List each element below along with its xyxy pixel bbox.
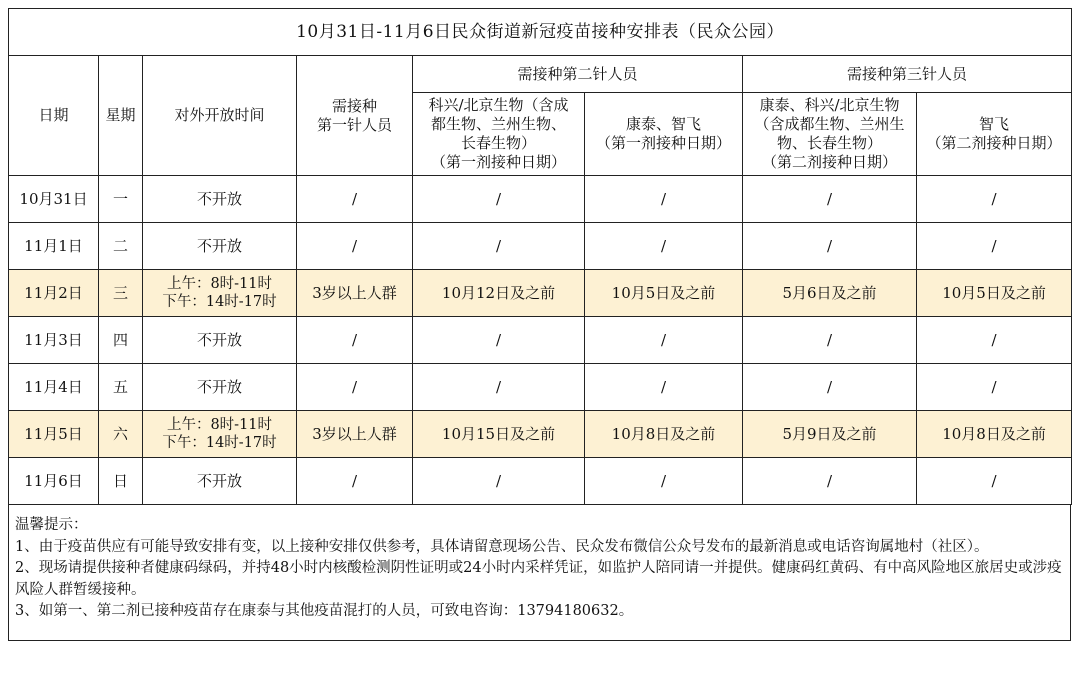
notes-heading: 温馨提示： (15, 517, 88, 533)
table-row (9, 317, 1072, 364)
hours-morning: 上午：8时-11时 (166, 276, 273, 292)
cell-third-a: / (743, 223, 917, 270)
hours-morning: 上午：8时-11时 (166, 417, 273, 433)
cell-third-a: / (743, 176, 917, 223)
header-line: （第一剂接种日期） (430, 153, 566, 171)
cell-second-b: / (585, 458, 743, 505)
cell-third-a: 5月6日及之前 (743, 270, 917, 317)
cell-date: 11月1日 (9, 223, 99, 270)
header-line: 康泰、智飞 (625, 115, 701, 133)
header-hours: 对外开放时间 (143, 56, 297, 176)
header-weekday: 星期 (99, 56, 143, 176)
cell-weekday: 日 (99, 458, 143, 505)
reminder-notes (8, 505, 1071, 641)
cell-third-b: / (917, 458, 1072, 505)
cell-second-a: / (413, 364, 585, 411)
header-first-dose-line: 需接种 (331, 96, 377, 115)
header-line: （第二剂接种日期） (761, 153, 897, 171)
cell-first: / (297, 223, 413, 270)
table-row (9, 458, 1072, 505)
cell-third-a: / (743, 317, 917, 364)
cell-second-b: 10月5日及之前 (585, 270, 743, 317)
cell-weekday: 五 (99, 364, 143, 411)
header-third-group: 需接种第三针人员 (743, 56, 1072, 93)
header-second-sinovac (413, 93, 585, 176)
cell-third-b: / (917, 364, 1072, 411)
cell-weekday: 四 (99, 317, 143, 364)
cell-third-b: / (917, 317, 1072, 364)
cell-third-b: / (917, 176, 1072, 223)
cell-hours: 不开放 (143, 364, 297, 411)
cell-first: / (297, 176, 413, 223)
cell-second-a: 10月12日及之前 (413, 270, 585, 317)
cell-third-b: 10月5日及之前 (917, 270, 1072, 317)
cell-second-a: / (413, 223, 585, 270)
cell-second-b: / (585, 223, 743, 270)
cell-third-a: / (743, 364, 917, 411)
cell-weekday: 六 (99, 411, 143, 458)
cell-hours (143, 411, 297, 458)
cell-second-b: 10月8日及之前 (585, 411, 743, 458)
cell-hours (143, 270, 297, 317)
table-row (9, 176, 1072, 223)
cell-third-a: 5月9日及之前 (743, 411, 917, 458)
cell-weekday: 一 (99, 176, 143, 223)
header-line: 智飞 (979, 115, 1010, 133)
header-line: （第二剂接种日期） (926, 134, 1062, 152)
cell-hours: 不开放 (143, 223, 297, 270)
cell-date: 11月3日 (9, 317, 99, 364)
note-item: 3、如第一、第二剂已接种疫苗存在康泰与其他疫苗混打的人员，可致电咨询：13794180632。 (15, 603, 634, 619)
cell-hours: 不开放 (143, 176, 297, 223)
header-third-zhifei (917, 93, 1072, 176)
cell-first: / (297, 364, 413, 411)
cell-first: 3岁以上人群 (297, 270, 413, 317)
table-row-open (9, 270, 1072, 317)
note-item: 2、现场请提供接种者健康码绿码，并持48小时内核酸检测阴性证明或24小时内采样凭证，如监护人陪同请一并提供。健康码红黄码、有中高风险地区旅居史或涉疫风险人群暂缓接种。 (15, 560, 1062, 598)
cell-weekday: 三 (99, 270, 143, 317)
header-second-group: 需接种第二针人员 (413, 56, 743, 93)
cell-second-a: / (413, 176, 585, 223)
table-row-open (9, 411, 1072, 458)
cell-first: 3岁以上人群 (297, 411, 413, 458)
cell-third-b: / (917, 223, 1072, 270)
header-line: （含成都生物、兰州生 (754, 115, 905, 133)
header-line: 长春生物） (460, 134, 536, 152)
header-line: 科兴/北京生物（含成 (428, 96, 569, 114)
note-item: 1、由于疫苗供应有可能导致安排有变，以上接种安排仅供参考，具体请留意现场公告、民众发布微信公众号发布的最新消息或电话咨询属地村（社区）。 (15, 538, 989, 555)
table-row (9, 223, 1072, 270)
header-third-mixed (743, 93, 917, 176)
header-first-dose (297, 56, 413, 176)
header-line: 康泰、科兴/北京生物 (759, 96, 900, 114)
cell-hours: 不开放 (143, 458, 297, 505)
cell-second-a: 10月15日及之前 (413, 411, 585, 458)
header-line: 都生物、兰州生物、 (430, 115, 566, 133)
cell-date: 11月6日 (9, 458, 99, 505)
hours-afternoon: 下午：14时-17时 (162, 435, 277, 451)
cell-first: / (297, 317, 413, 364)
cell-second-b: / (585, 364, 743, 411)
header-line: （第一剂接种日期） (595, 134, 731, 152)
cell-first: / (297, 458, 413, 505)
header-line: 物、长春生物） (776, 134, 882, 152)
cell-second-a: / (413, 458, 585, 505)
cell-second-a: / (413, 317, 585, 364)
cell-date: 11月5日 (9, 411, 99, 458)
cell-second-b: / (585, 317, 743, 364)
header-date: 日期 (9, 56, 99, 176)
cell-third-a: / (743, 458, 917, 505)
hours-afternoon: 下午：14时-17时 (162, 294, 277, 310)
schedule-table (8, 8, 1072, 505)
cell-date: 10月31日 (9, 176, 99, 223)
cell-hours: 不开放 (143, 317, 297, 364)
header-second-kangtai (585, 93, 743, 176)
table-row (9, 364, 1072, 411)
cell-second-b: / (585, 176, 743, 223)
table-title: 10月31日-11月6日民众街道新冠疫苗接种安排表（民众公园） (9, 9, 1072, 56)
schedule-sheet (8, 8, 1071, 680)
cell-date: 11月4日 (9, 364, 99, 411)
cell-weekday: 二 (99, 223, 143, 270)
header-first-dose-line: 第一针人员 (316, 115, 392, 134)
cell-date: 11月2日 (9, 270, 99, 317)
cell-third-b: 10月8日及之前 (917, 411, 1072, 458)
